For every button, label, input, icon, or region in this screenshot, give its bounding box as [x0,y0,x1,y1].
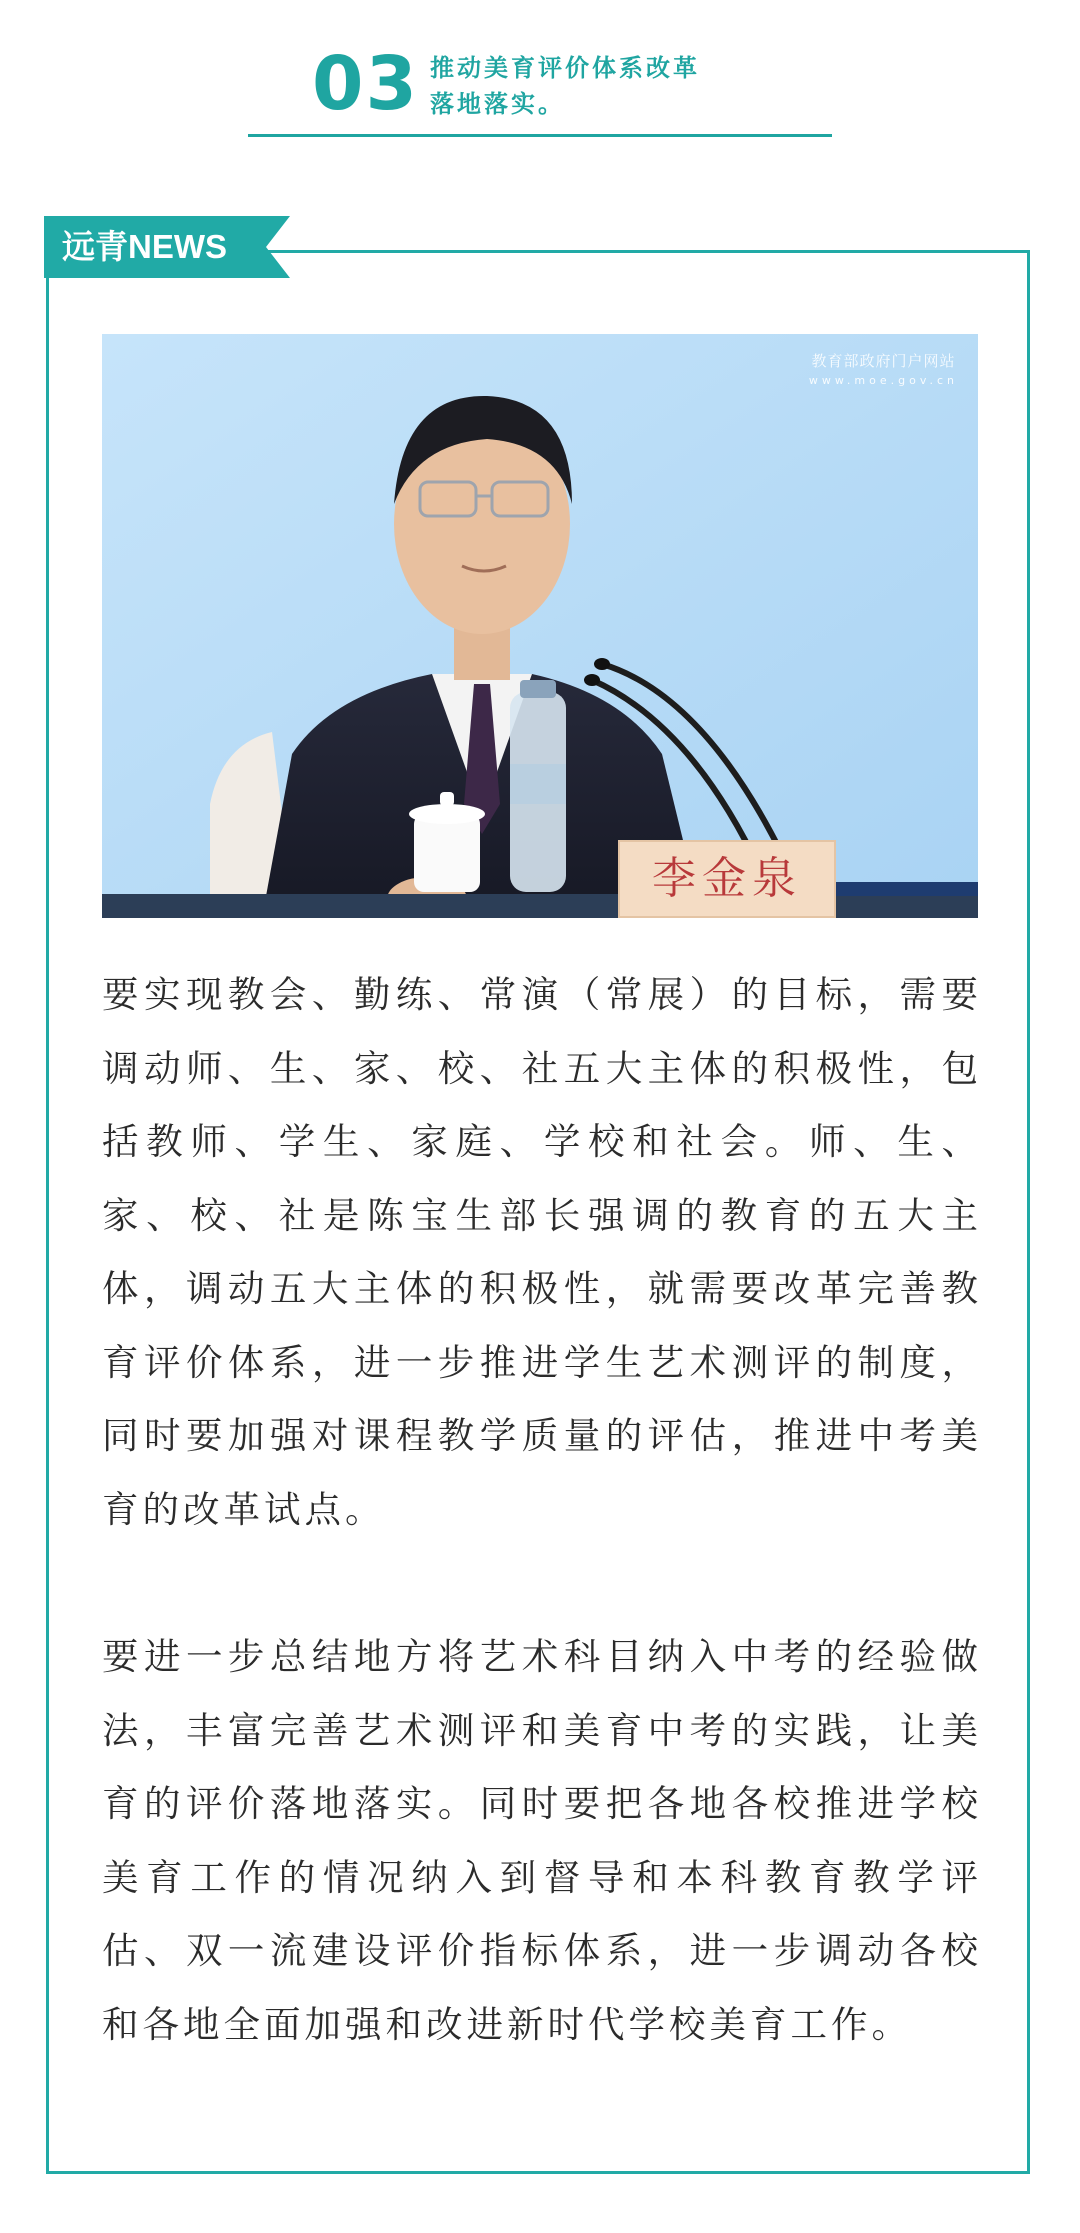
section-title-line-1: 推动美育评价体系改革 [430,54,700,82]
article-body [102,958,982,2061]
speaker-illustration [102,334,978,918]
article-paragraph-1: 要实现教会、勤练、常演（常展）的目标，需要调动师、生、家、校、社五大主体的积极性，包括教师、学生、家庭、学校和社会。师、生、家、校、社是陈宝生部长强调的教育的五大主体，调动五大主体的积极性，就需要改革完善教育评价体系，进一步推进学生艺术测评的制度，同时要加强对课程教学质量的评估，推进中考美育的改革试点。 [102,973,982,1531]
section-title-line-2: 落地落实。 [430,90,565,118]
news-photo [102,334,978,918]
watermark-url: www.moe.gov.cn [808,374,958,387]
watermark-title: 教育部政府门户网站 [811,352,956,370]
tag-label: 远青NEWS [62,228,227,265]
section-number: 03 [312,41,419,127]
article-paragraph-2: 要进一步总结地方将艺术科目纳入中考的经验做法，丰富完善艺术测评和美育中考的实践，让美育的评价落地落实。同时要把各地各校推进学校美育工作的情况纳入到督导和本科教育教学评估、双一流建设评价指标体系，进一步调动各校和各地全面加强和改进新时代学校美育工作。 [102,1635,982,2046]
section-divider [248,134,832,137]
photo-watermark [809,352,958,390]
news-tag [44,216,290,278]
section-header [0,0,1080,140]
section-title [430,50,700,122]
nameplate: 李金泉 [618,840,836,918]
